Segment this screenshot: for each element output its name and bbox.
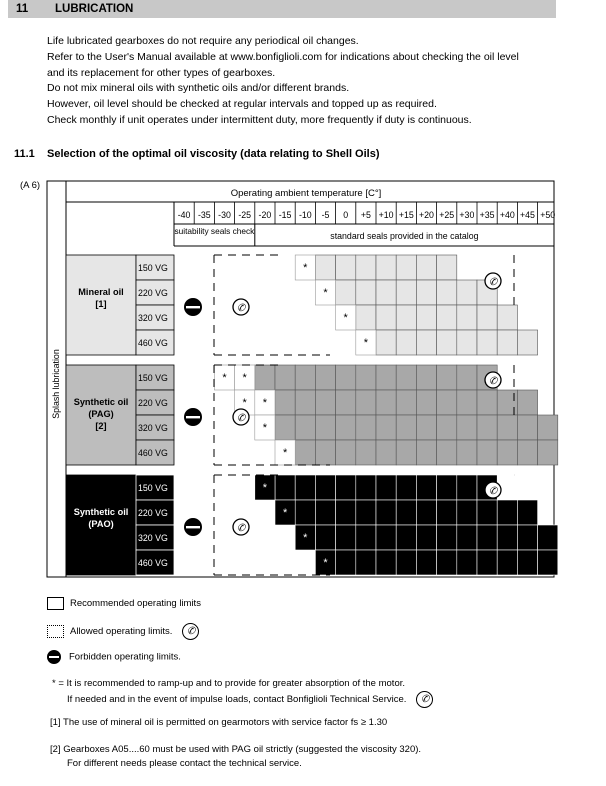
recommended-cell	[457, 390, 477, 415]
ramp-up-star: *	[303, 262, 308, 274]
oil-group-name: (PAO)	[88, 519, 114, 529]
recommended-cell	[396, 280, 416, 305]
footnote-1: [1] The use of mineral oil is permitted on gearmotors with service factor fs ≥ 1.30	[50, 717, 388, 728]
viscosity-grade-label: 150 VG	[138, 373, 168, 383]
recommended-cell	[315, 475, 335, 500]
viscosity-grade-label: 320 VG	[138, 423, 168, 433]
recommended-cell	[416, 475, 436, 500]
recommended-cell	[396, 390, 416, 415]
section-number: 11	[16, 3, 29, 15]
recommended-cell	[538, 415, 558, 440]
intro-line: Refer to the User's Manual available at www.bonfiglioli.com for indications about checking the oil level	[47, 50, 519, 63]
recommended-cell	[457, 415, 477, 440]
allowed-swatch	[47, 625, 64, 638]
recommended-cell	[437, 280, 457, 305]
legend-recommended-label: Recommended operating limits	[70, 598, 201, 610]
intro-line: Do not mix mineral oils with synthetic oils and/or different brands.	[47, 82, 350, 95]
recommended-cell	[315, 365, 335, 390]
recommended-cell	[295, 440, 315, 465]
recommended-cell	[315, 525, 335, 550]
recommended-cell	[457, 440, 477, 465]
recommended-cell	[396, 255, 416, 280]
recommended-cell	[336, 280, 356, 305]
viscosity-grade-label: 150 VG	[138, 483, 168, 493]
ramp-up-star: *	[363, 337, 369, 349]
recommended-cell	[477, 390, 497, 415]
recommended-cell	[396, 525, 416, 550]
legend-allowed	[47, 623, 199, 640]
ramp-up-star: *	[343, 312, 348, 324]
intro-line: However, oil level should be checked at regular intervals and topped up as required.	[47, 98, 437, 111]
star-note-line: * = It is recommended to ramp-up and to provide for greater absorption of the motor.	[52, 678, 406, 689]
recommended-cell	[315, 500, 335, 525]
forbidden-icon-bar	[186, 416, 200, 418]
recommended-cell	[416, 525, 436, 550]
recommended-cell	[416, 280, 436, 305]
ramp-up-star: *	[262, 482, 268, 494]
recommended-cell	[336, 440, 356, 465]
oil-group-name: Synthetic oil	[73, 397, 129, 407]
recommended-cell	[416, 440, 436, 465]
temperature-tick: 0	[343, 210, 349, 220]
recommended-cell	[336, 475, 356, 500]
recommended-cell	[376, 525, 396, 550]
recommended-cell	[517, 550, 537, 575]
recommended-cell	[437, 550, 457, 575]
recommended-cell	[396, 330, 416, 355]
recommended-cell	[356, 500, 376, 525]
viscosity-grade-label: 460 VG	[138, 338, 168, 348]
recommended-cell	[477, 305, 497, 330]
recommended-cell	[295, 365, 315, 390]
recommended-cell	[457, 500, 477, 525]
phone-icon: ✆	[416, 691, 433, 708]
viscosity-grade-label: 220 VG	[138, 288, 168, 298]
recommended-cell	[396, 415, 416, 440]
recommended-cell	[356, 550, 376, 575]
recommended-cell	[477, 500, 497, 525]
recommended-cell	[416, 415, 436, 440]
star-note	[52, 677, 433, 708]
oil-group-name: (PAG)	[88, 409, 114, 419]
forbidden-icon-bar	[186, 526, 200, 528]
recommended-cell	[457, 550, 477, 575]
temperature-tick: +10	[378, 210, 394, 220]
recommended-cell	[336, 390, 356, 415]
recommended-cell	[315, 440, 335, 465]
recommended-cell	[477, 550, 497, 575]
recommended-cell	[497, 550, 517, 575]
temperature-tick: -25	[238, 210, 252, 220]
recommended-cell	[376, 330, 396, 355]
temperature-tick: +50	[540, 210, 556, 220]
recommended-cell	[477, 440, 497, 465]
temperature-tick: +30	[459, 210, 475, 220]
recommended-cell	[437, 255, 457, 280]
temperature-tick: +40	[499, 210, 515, 220]
recommended-cell	[517, 390, 537, 415]
phone-icon-glyph: ✆	[236, 303, 246, 314]
recommended-cell	[356, 365, 376, 390]
ramp-up-star: *	[242, 372, 247, 384]
ramp-up-star: *	[262, 397, 268, 409]
recommended-cell	[538, 525, 558, 550]
recommended-cell	[336, 550, 356, 575]
temperature-tick: +35	[479, 210, 495, 220]
side-label: Splash lubrication	[51, 349, 61, 419]
recommended-cell	[336, 500, 356, 525]
recommended-cell	[396, 500, 416, 525]
recommended-cell	[497, 525, 517, 550]
recommended-cell	[396, 550, 416, 575]
phone-icon-glyph: ✆	[488, 277, 498, 288]
recommended-cell	[416, 365, 436, 390]
recommended-cell	[336, 255, 356, 280]
recommended-cell	[437, 415, 457, 440]
phone-icon-glyph: ✆	[236, 523, 246, 534]
recommended-cell	[437, 390, 457, 415]
recommended-cell	[356, 305, 376, 330]
recommended-cell	[416, 330, 436, 355]
ramp-up-star: *	[323, 557, 328, 569]
recommended-cell	[336, 365, 356, 390]
recommended-cell	[416, 305, 436, 330]
recommended-cell	[356, 390, 376, 415]
recommended-cell	[517, 525, 537, 550]
legend-forbidden	[47, 650, 181, 664]
intro-line: and its replacement for other types of gearboxes.	[47, 66, 276, 79]
recommended-cell	[396, 475, 416, 500]
temperature-tick: +5	[360, 210, 371, 220]
footnote-line: For different needs please contact the technical service.	[67, 758, 302, 769]
recommended-cell	[396, 305, 416, 330]
temperature-tick: -10	[298, 210, 312, 220]
recommended-cell	[437, 305, 457, 330]
temperature-tick: +20	[419, 210, 434, 220]
temperature-tick: -40	[177, 210, 191, 220]
ramp-up-star: *	[282, 507, 288, 519]
temperature-tick: +25	[439, 210, 455, 220]
recommended-cell	[315, 255, 335, 280]
recommended-cell	[517, 500, 537, 525]
recommended-cell	[376, 500, 396, 525]
recommended-cell	[295, 475, 315, 500]
recommended-cell	[416, 255, 436, 280]
intro-line: Life lubricated gearboxes do not require any periodical oil changes.	[47, 35, 359, 47]
recommended-cell	[376, 365, 396, 390]
footnote-line: [2] Gearboxes A05....60 must be used with PAG oil strictly (suggested the viscosity 320).	[50, 744, 422, 755]
phone-icon-glyph: ✆	[236, 413, 246, 424]
seal-check-label: suitability seals check	[174, 226, 255, 236]
recommended-cell	[295, 390, 315, 415]
recommended-cell	[376, 415, 396, 440]
oil-group-note: [1]	[95, 299, 107, 309]
forbidden-icon	[47, 650, 61, 664]
recommended-cell	[437, 330, 457, 355]
viscosity-grade-label: 150 VG	[138, 263, 168, 273]
recommended-cell	[356, 440, 376, 465]
legend-recommended	[47, 597, 201, 610]
recommended-cell	[356, 280, 376, 305]
ramp-up-star: *	[323, 287, 328, 299]
viscosity-grade-label: 320 VG	[138, 533, 168, 543]
recommended-cell	[376, 305, 396, 330]
temperature-tick: -35	[197, 210, 211, 220]
legend-forbidden-label: Forbidden operating limits.	[69, 651, 181, 663]
recommended-cell	[255, 365, 275, 390]
recommended-cell	[376, 255, 396, 280]
recommended-cell	[497, 305, 517, 330]
recommended-cell	[457, 280, 477, 305]
recommended-cell	[356, 415, 376, 440]
legend-allowed-label: Allowed operating limits.	[70, 626, 173, 638]
temperature-tick: +15	[398, 210, 414, 220]
recommended-cell	[457, 525, 477, 550]
recommended-cell	[457, 475, 477, 500]
phone-icon: ✆	[182, 623, 199, 640]
recommended-cell	[416, 550, 436, 575]
footnote-2	[50, 743, 421, 771]
recommended-cell	[376, 475, 396, 500]
recommended-cell	[437, 475, 457, 500]
recommended-cell	[396, 365, 416, 390]
oil-group-note: [2]	[95, 421, 107, 431]
recommended-cell	[315, 390, 335, 415]
recommended-cell	[376, 440, 396, 465]
viscosity-grade-label: 220 VG	[138, 398, 168, 408]
viscosity-grade-label: 460 VG	[138, 558, 168, 568]
recommended-cell	[275, 475, 295, 500]
recommended-cell	[497, 415, 517, 440]
recommended-cell	[437, 500, 457, 525]
ramp-up-star: *	[282, 447, 288, 459]
recommended-cell	[356, 255, 376, 280]
recommended-cell	[416, 500, 436, 525]
recommended-swatch	[47, 597, 64, 610]
recommended-cell	[416, 390, 436, 415]
temperature-tick: -20	[258, 210, 272, 220]
section-title: LUBRICATION	[55, 3, 134, 15]
recommended-cell	[295, 500, 315, 525]
viscosity-grade-label: 220 VG	[138, 508, 168, 518]
recommended-cell	[356, 475, 376, 500]
recommended-cell	[497, 330, 517, 355]
recommended-cell	[275, 415, 295, 440]
recommended-cell	[457, 365, 477, 390]
table-ref: (A 6)	[20, 180, 41, 191]
recommended-cell	[336, 415, 356, 440]
recommended-cell	[538, 550, 558, 575]
star-note-line: If needed and in the event of impulse loads, contact Bonfiglioli Technical Service.	[67, 693, 407, 705]
recommended-cell	[356, 525, 376, 550]
recommended-cell	[275, 365, 295, 390]
viscosity-grade-label: 460 VG	[138, 448, 168, 458]
recommended-cell	[477, 330, 497, 355]
forbidden-icon-bar	[186, 306, 200, 308]
recommended-cell	[517, 330, 537, 355]
oil-group-name: Mineral oil	[78, 287, 124, 297]
recommended-cell	[336, 525, 356, 550]
recommended-cell	[477, 415, 497, 440]
recommended-cell	[457, 305, 477, 330]
recommended-cell	[457, 330, 477, 355]
temperature-tick: -15	[278, 210, 292, 220]
intro-line: Check monthly if unit operates under intermittent duty, more frequently if duty is continuous.	[47, 113, 472, 126]
recommended-cell	[295, 415, 315, 440]
recommended-cell	[376, 280, 396, 305]
recommended-cell	[275, 390, 295, 415]
phone-icon-glyph: ✆	[488, 486, 498, 497]
subsection-number: 11.1	[14, 148, 35, 160]
recommended-cell	[396, 440, 416, 465]
viscosity-grade-label: 320 VG	[138, 313, 168, 323]
ramp-up-star: *	[242, 397, 247, 409]
recommended-cell	[517, 440, 537, 465]
recommended-cell	[376, 550, 396, 575]
recommended-cell	[477, 525, 497, 550]
ramp-up-star: *	[303, 532, 308, 544]
oil-group-name: Synthetic oil	[73, 507, 129, 517]
subsection-title: Selection of the optimal oil viscosity (data relating to Shell Oils)	[47, 148, 380, 160]
recommended-cell	[538, 440, 558, 465]
standard-seals-label: standard seals provided in the catalog	[330, 231, 479, 241]
recommended-cell	[437, 525, 457, 550]
phone-icon-glyph: ✆	[488, 376, 498, 387]
recommended-cell	[497, 440, 517, 465]
temperature-tick: -5	[321, 210, 330, 220]
recommended-cell	[315, 415, 335, 440]
recommended-cell	[376, 390, 396, 415]
temperature-tick: -30	[218, 210, 231, 220]
temperature-tick: +45	[520, 210, 535, 220]
recommended-cell	[497, 500, 517, 525]
recommended-cell	[437, 440, 457, 465]
chart-title: Operating ambient temperature [C°]	[230, 188, 382, 199]
recommended-cell	[517, 415, 537, 440]
ramp-up-star: *	[222, 372, 227, 384]
recommended-cell	[437, 365, 457, 390]
ramp-up-star: *	[262, 422, 268, 434]
